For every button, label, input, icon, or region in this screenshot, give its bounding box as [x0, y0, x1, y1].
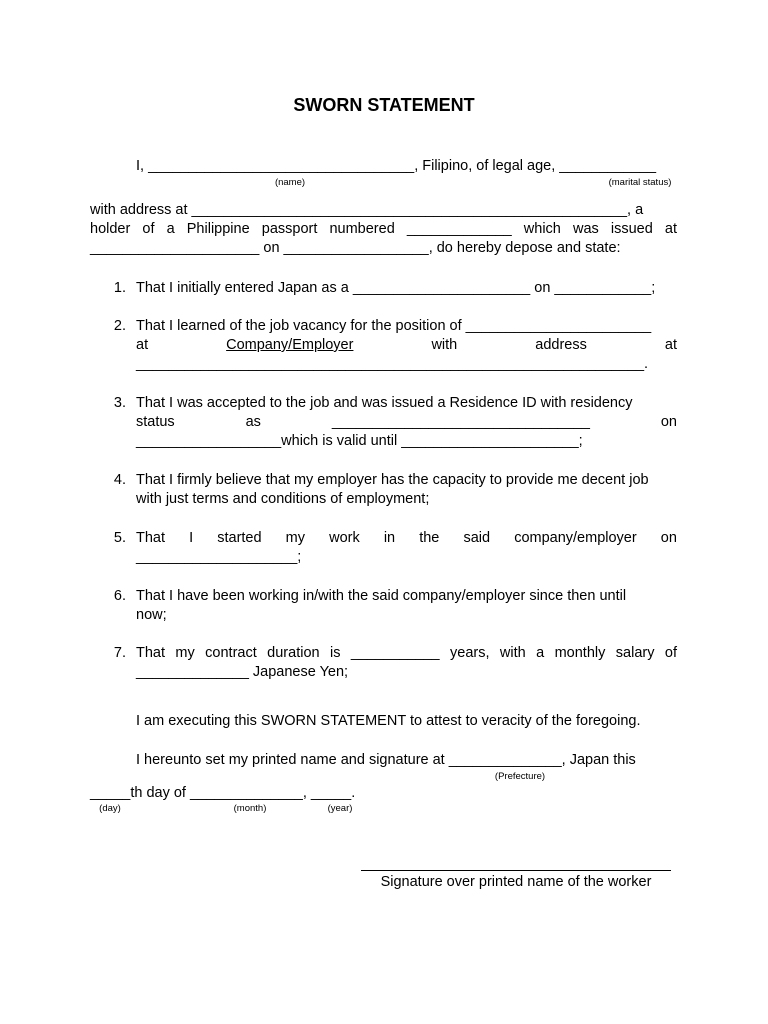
item-7-number: 7.	[113, 645, 126, 661]
name-caption: (name)	[274, 177, 306, 188]
year-caption: (year)	[327, 803, 353, 814]
item-3-line-2: status as ________________________________ on	[136, 414, 677, 430]
signature-caption: Signature over printed name of the worker	[380, 874, 652, 890]
item-6-number: 6.	[113, 588, 126, 604]
item-2-line-3: _______________________________________________________________.	[136, 356, 649, 372]
item-2-line-1: That I learned of the job vacancy for the position of _______________________	[136, 318, 652, 334]
item-3-line-3: __________________which is valid until ______________________;	[136, 433, 583, 449]
document-title: SWORN STATEMENT	[293, 95, 475, 115]
marital-status-caption: (marital status)	[608, 177, 672, 188]
item-5-number: 5.	[113, 530, 126, 546]
item-4-number: 4.	[113, 472, 126, 488]
intro-line-1: I, _________________________________, Filipino, of legal age, ____________	[136, 158, 657, 174]
item-2-line-2: at Company/Employer with address at	[136, 337, 677, 353]
item-3-line-1: That I was accepted to the job and was issued a Residence ID with residency	[136, 395, 633, 411]
company-employer-text: Company/Employer	[226, 337, 354, 353]
item-2-number: 2.	[113, 318, 126, 334]
executing-paragraph: I am executing this SWORN STATEMENT to attest to veracity of the foregoing.	[136, 713, 641, 729]
item-6-line-2: now;	[136, 607, 167, 623]
intro-line-3: holder of a Philippine passport numbered _____________ which was issued at	[90, 221, 677, 237]
item-4-line-1: That I firmly believe that my employer has the capacity to provide me decent job	[136, 472, 649, 488]
item-5-line-1: That I started my work in the said company/employer on	[136, 530, 677, 546]
item-6-line-1: That I have been working in/with the said company/employer since then until	[136, 588, 627, 604]
hereunto-line-1: I hereunto set my printed name and signature at ______________, Japan this	[136, 752, 636, 768]
prefecture-caption: (Prefecture)	[494, 771, 546, 782]
intro-line-2: with address at ______________________________________________________, a	[90, 202, 644, 218]
signature-line	[361, 870, 671, 871]
intro-line-4: _____________________ on __________________, do hereby depose and state:	[90, 240, 621, 256]
item-4-line-2: with just terms and conditions of employment;	[136, 491, 430, 507]
day-caption: (day)	[99, 803, 121, 814]
item-5-line-2: ____________________;	[136, 549, 302, 565]
item-7-line-2: ______________ Japanese Yen;	[136, 664, 349, 680]
item-1-text: That I initially entered Japan as a ______________________ on ____________;	[136, 280, 656, 296]
item-7-line-1: That my contract duration is ___________ years, with a monthly salary of	[136, 645, 677, 661]
item-3-number: 3.	[113, 395, 126, 411]
month-caption: (month)	[233, 803, 267, 814]
hereunto-line-2: _____th day of ______________, _____.	[90, 785, 356, 801]
item-1-number: 1.	[113, 280, 126, 296]
